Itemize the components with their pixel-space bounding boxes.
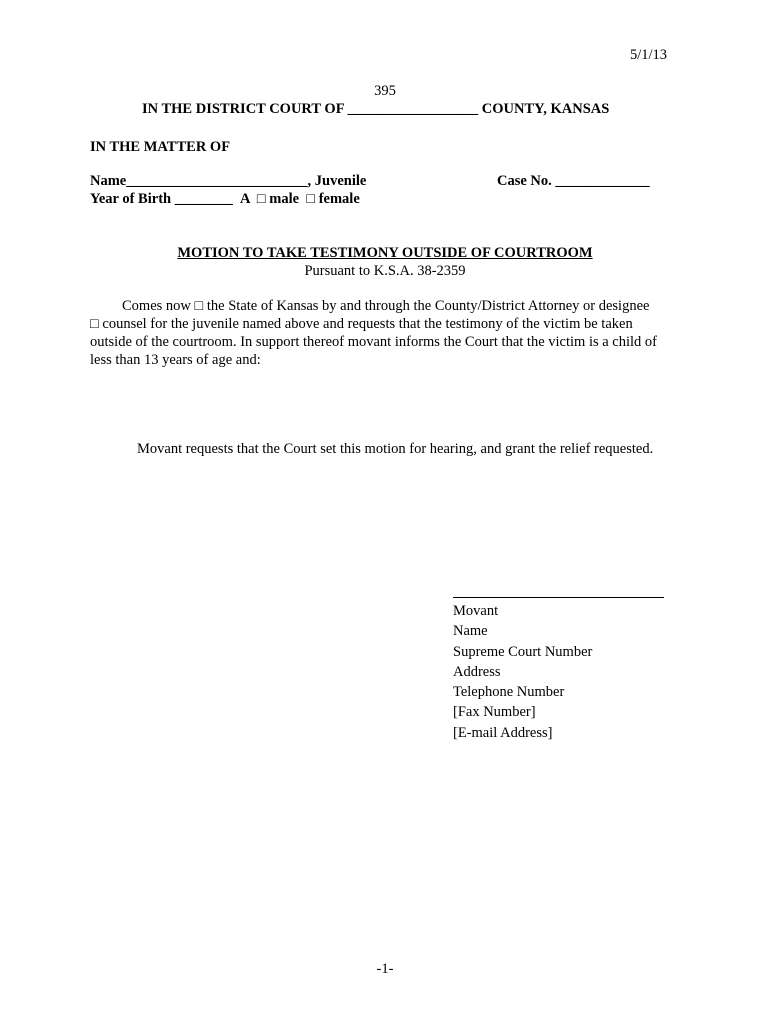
- case-number-line: [497, 172, 650, 190]
- case-label: Case No.: [497, 173, 552, 189]
- sig-address: Address: [453, 663, 501, 680]
- yob-blank[interactable]: ________: [174, 191, 233, 207]
- matter-heading: IN THE MATTER OF: [90, 139, 231, 155]
- state-checkbox[interactable]: □: [194, 298, 204, 314]
- sig-supreme-court-number: Supreme Court Number: [453, 643, 593, 660]
- body-line-1a: Comes now: [122, 298, 191, 314]
- page-number: -1-: [376, 961, 394, 977]
- body-line-4: less than 13 years of age and:: [90, 352, 261, 368]
- juvenile-label: , Juvenile: [307, 173, 367, 189]
- pursuant-statute: Pursuant to K.S.A. 38-2359: [304, 263, 466, 279]
- court-suffix: COUNTY, KANSAS: [481, 101, 610, 117]
- court-heading: [142, 100, 609, 118]
- signature-line[interactable]: [453, 597, 664, 598]
- counsel-checkbox[interactable]: □: [90, 316, 99, 332]
- body-line-1b: the State of Kansas by and through the County/District Attorney or designee: [206, 298, 650, 314]
- signature-block: [453, 601, 592, 743]
- motion-body: [90, 297, 685, 369]
- name-line: [90, 172, 366, 190]
- a-label: A: [239, 191, 250, 207]
- case-number-blank[interactable]: _____________: [555, 173, 650, 189]
- court-prefix: IN THE DISTRICT COURT OF: [142, 101, 345, 117]
- body-line-2-text: counsel for the juvenile named above and requests that the testimony of the victim be taken: [102, 316, 633, 332]
- name-label: Name: [90, 173, 127, 189]
- male-checkbox[interactable]: □: [256, 191, 266, 207]
- relief-request: Movant requests that the Court set this motion for hearing, and grant the relief requested.: [137, 441, 654, 457]
- motion-title: [0, 244, 770, 262]
- female-checkbox[interactable]: □: [306, 191, 316, 207]
- sig-movant: Movant: [453, 603, 499, 619]
- year-of-birth-line: [90, 190, 360, 208]
- sig-fax: [Fax Number]: [453, 704, 536, 721]
- female-label: female: [318, 191, 360, 207]
- name-blank[interactable]: _________________________: [126, 173, 308, 189]
- body-line-3: outside of the courtroom. In support thereof movant informs the Court that the victim is a child of: [90, 334, 657, 350]
- sig-email: [E-mail Address]: [453, 724, 553, 741]
- yob-label: Year of Birth: [90, 191, 172, 207]
- male-label: male: [269, 191, 300, 207]
- form-date: 5/1/13: [629, 47, 667, 63]
- body-line-2: [90, 315, 685, 333]
- body-line-1: [90, 297, 685, 315]
- county-blank[interactable]: __________________: [347, 101, 479, 117]
- form-number: 395: [374, 83, 396, 99]
- motion-title-text: MOTION TO TAKE TESTIMONY OUTSIDE OF COURTROOM: [177, 245, 593, 261]
- sig-name: Name: [453, 623, 488, 640]
- sig-telephone: Telephone Number: [453, 684, 565, 701]
